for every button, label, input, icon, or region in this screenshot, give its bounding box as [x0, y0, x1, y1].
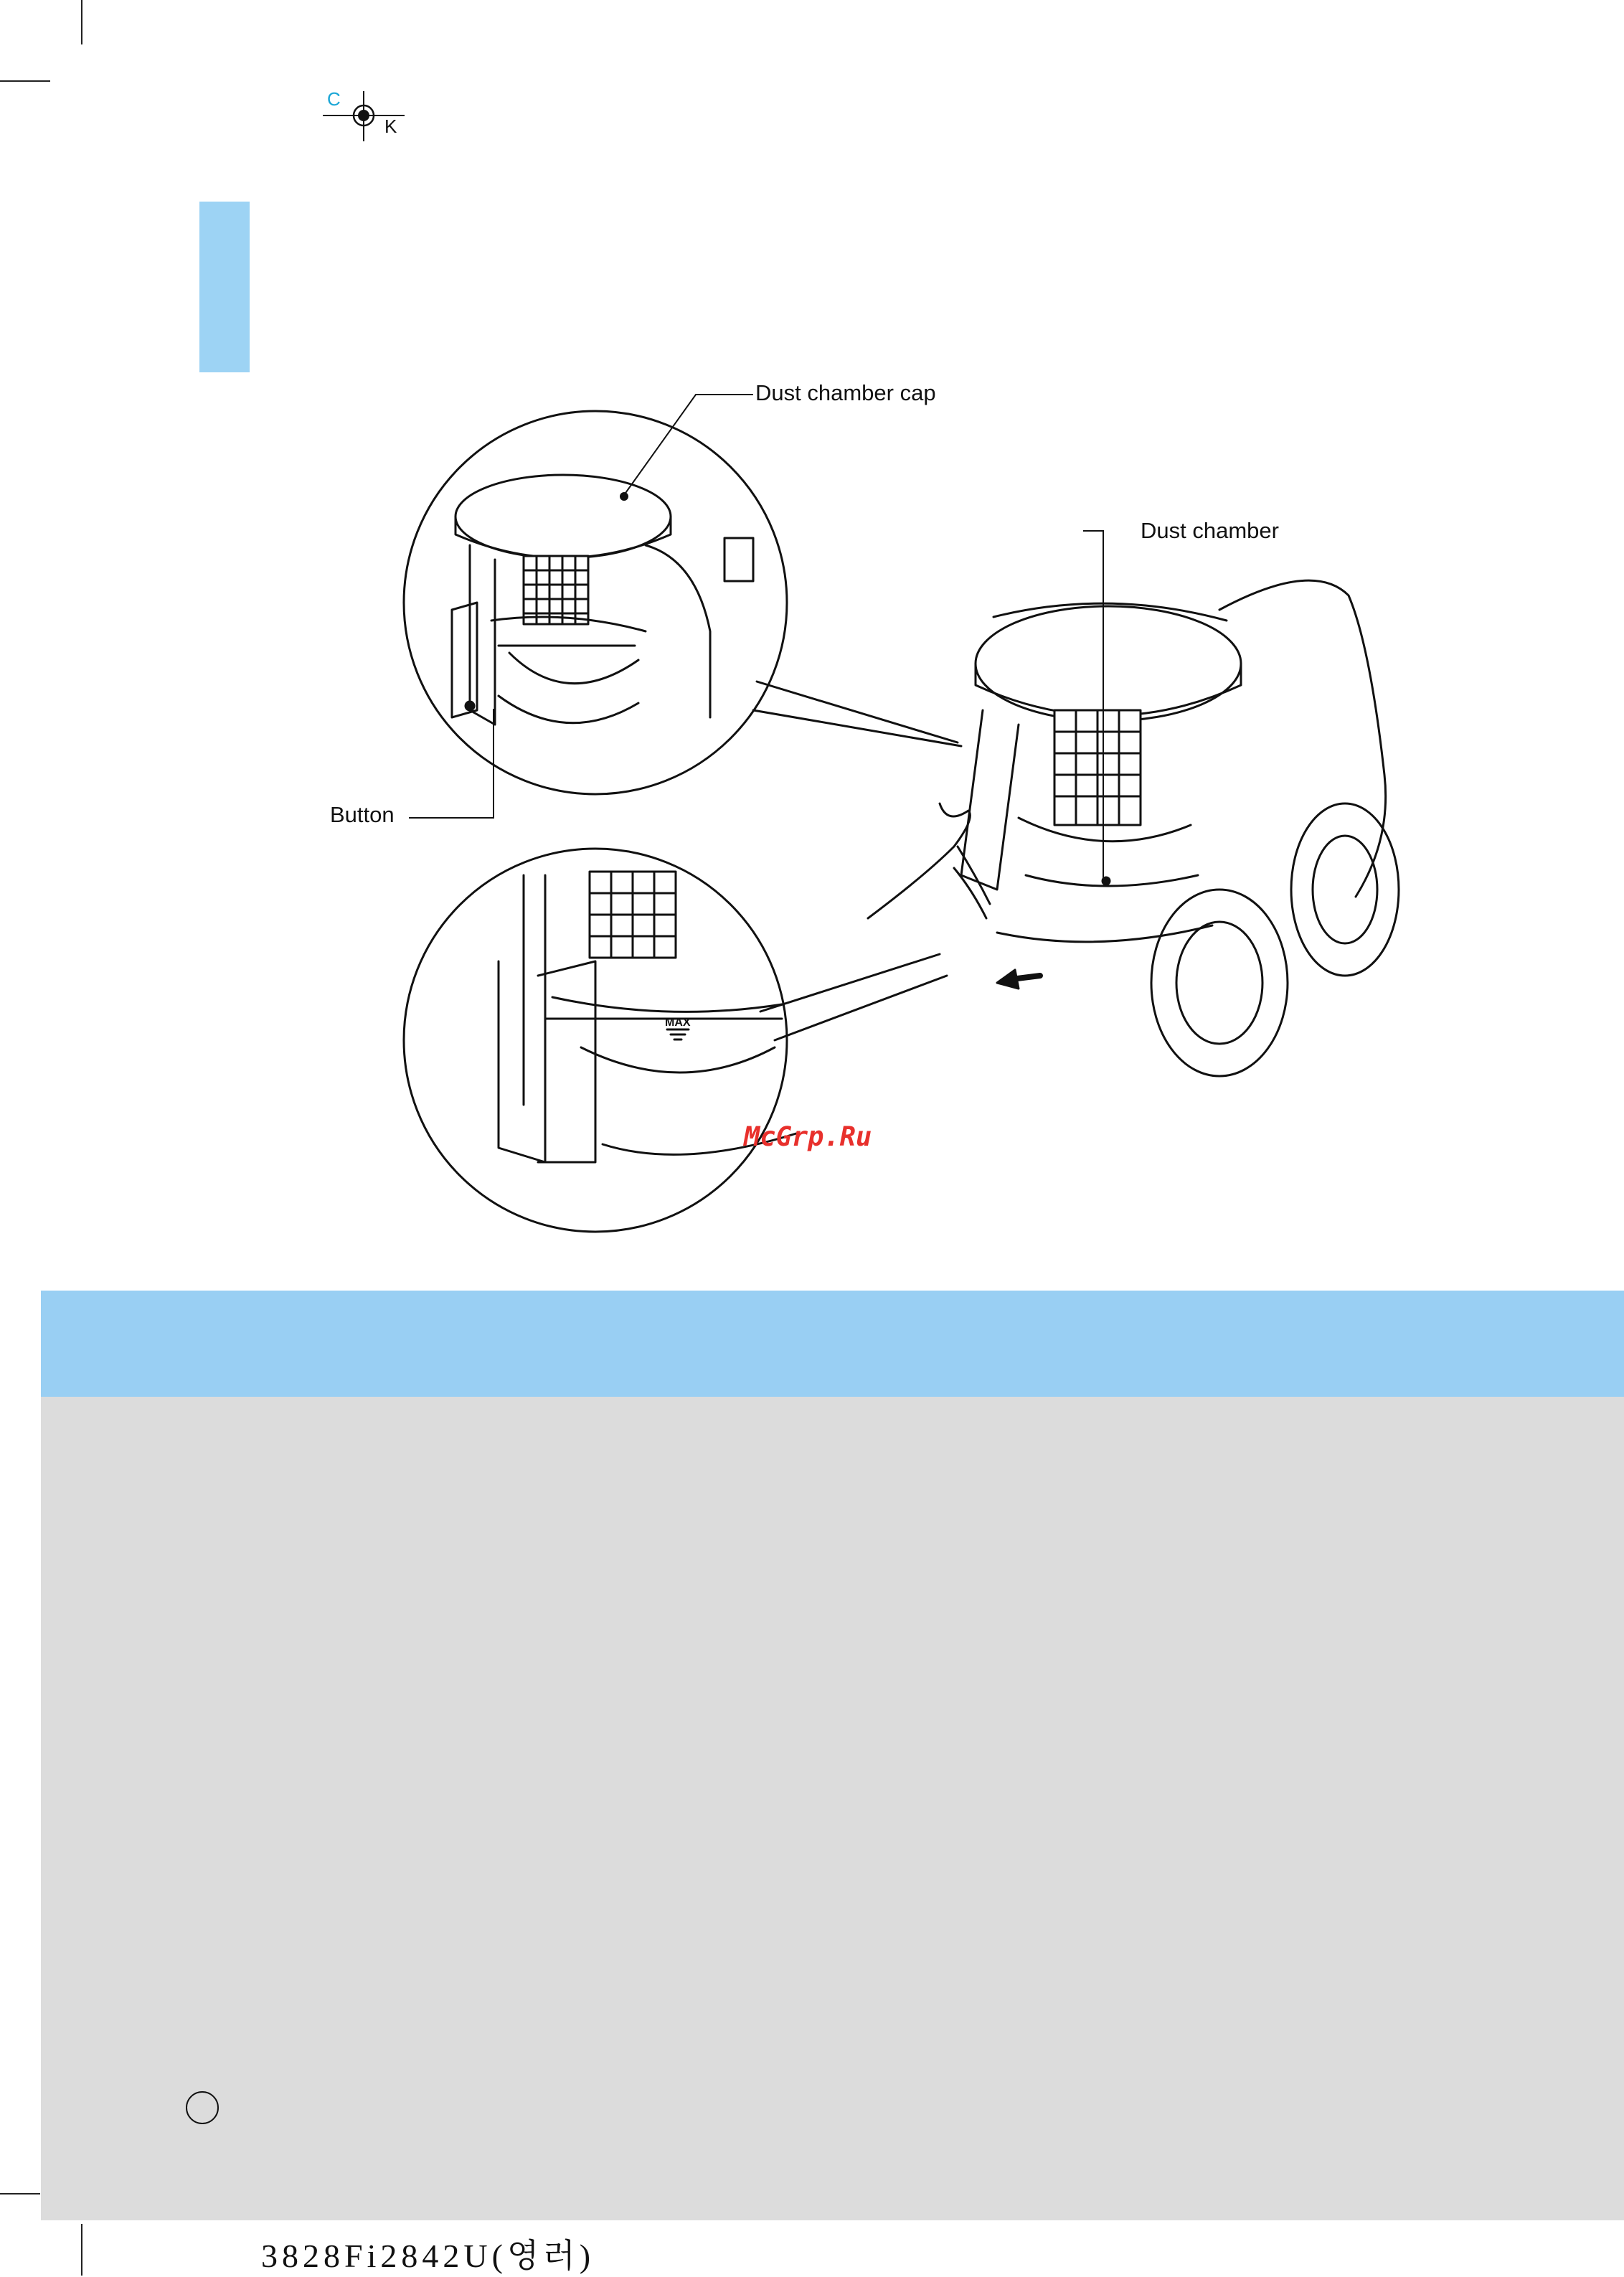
callout-leaders — [308, 373, 1427, 1234]
registration-k-label: K — [384, 116, 397, 137]
crop-mark-bottom-vertical — [81, 2224, 82, 2276]
content-panel — [41, 1397, 1624, 2220]
page-number-circle — [186, 2091, 219, 2124]
watermark-text: McGrp.Ru — [744, 1121, 872, 1152]
crop-mark-bottom-horizontal — [0, 2193, 40, 2194]
crop-mark-top-vertical — [81, 0, 82, 44]
section-header-band — [41, 1291, 1624, 1397]
max-mark-label: MAX — [665, 1017, 691, 1029]
callout-dust-chamber: Dust chamber — [1141, 518, 1279, 543]
callout-dust-chamber-cap: Dust chamber cap — [755, 380, 936, 405]
vacuum-dust-chamber-illustration — [308, 373, 1427, 1234]
section-side-tab — [199, 202, 250, 372]
registration-mark — [316, 90, 409, 147]
registration-c-label: C — [327, 88, 341, 110]
crop-mark-top-horizontal — [0, 80, 50, 82]
callout-button: Button — [330, 802, 395, 827]
footer-document-code: 3828Fi2842U(영러) — [261, 2238, 595, 2274]
